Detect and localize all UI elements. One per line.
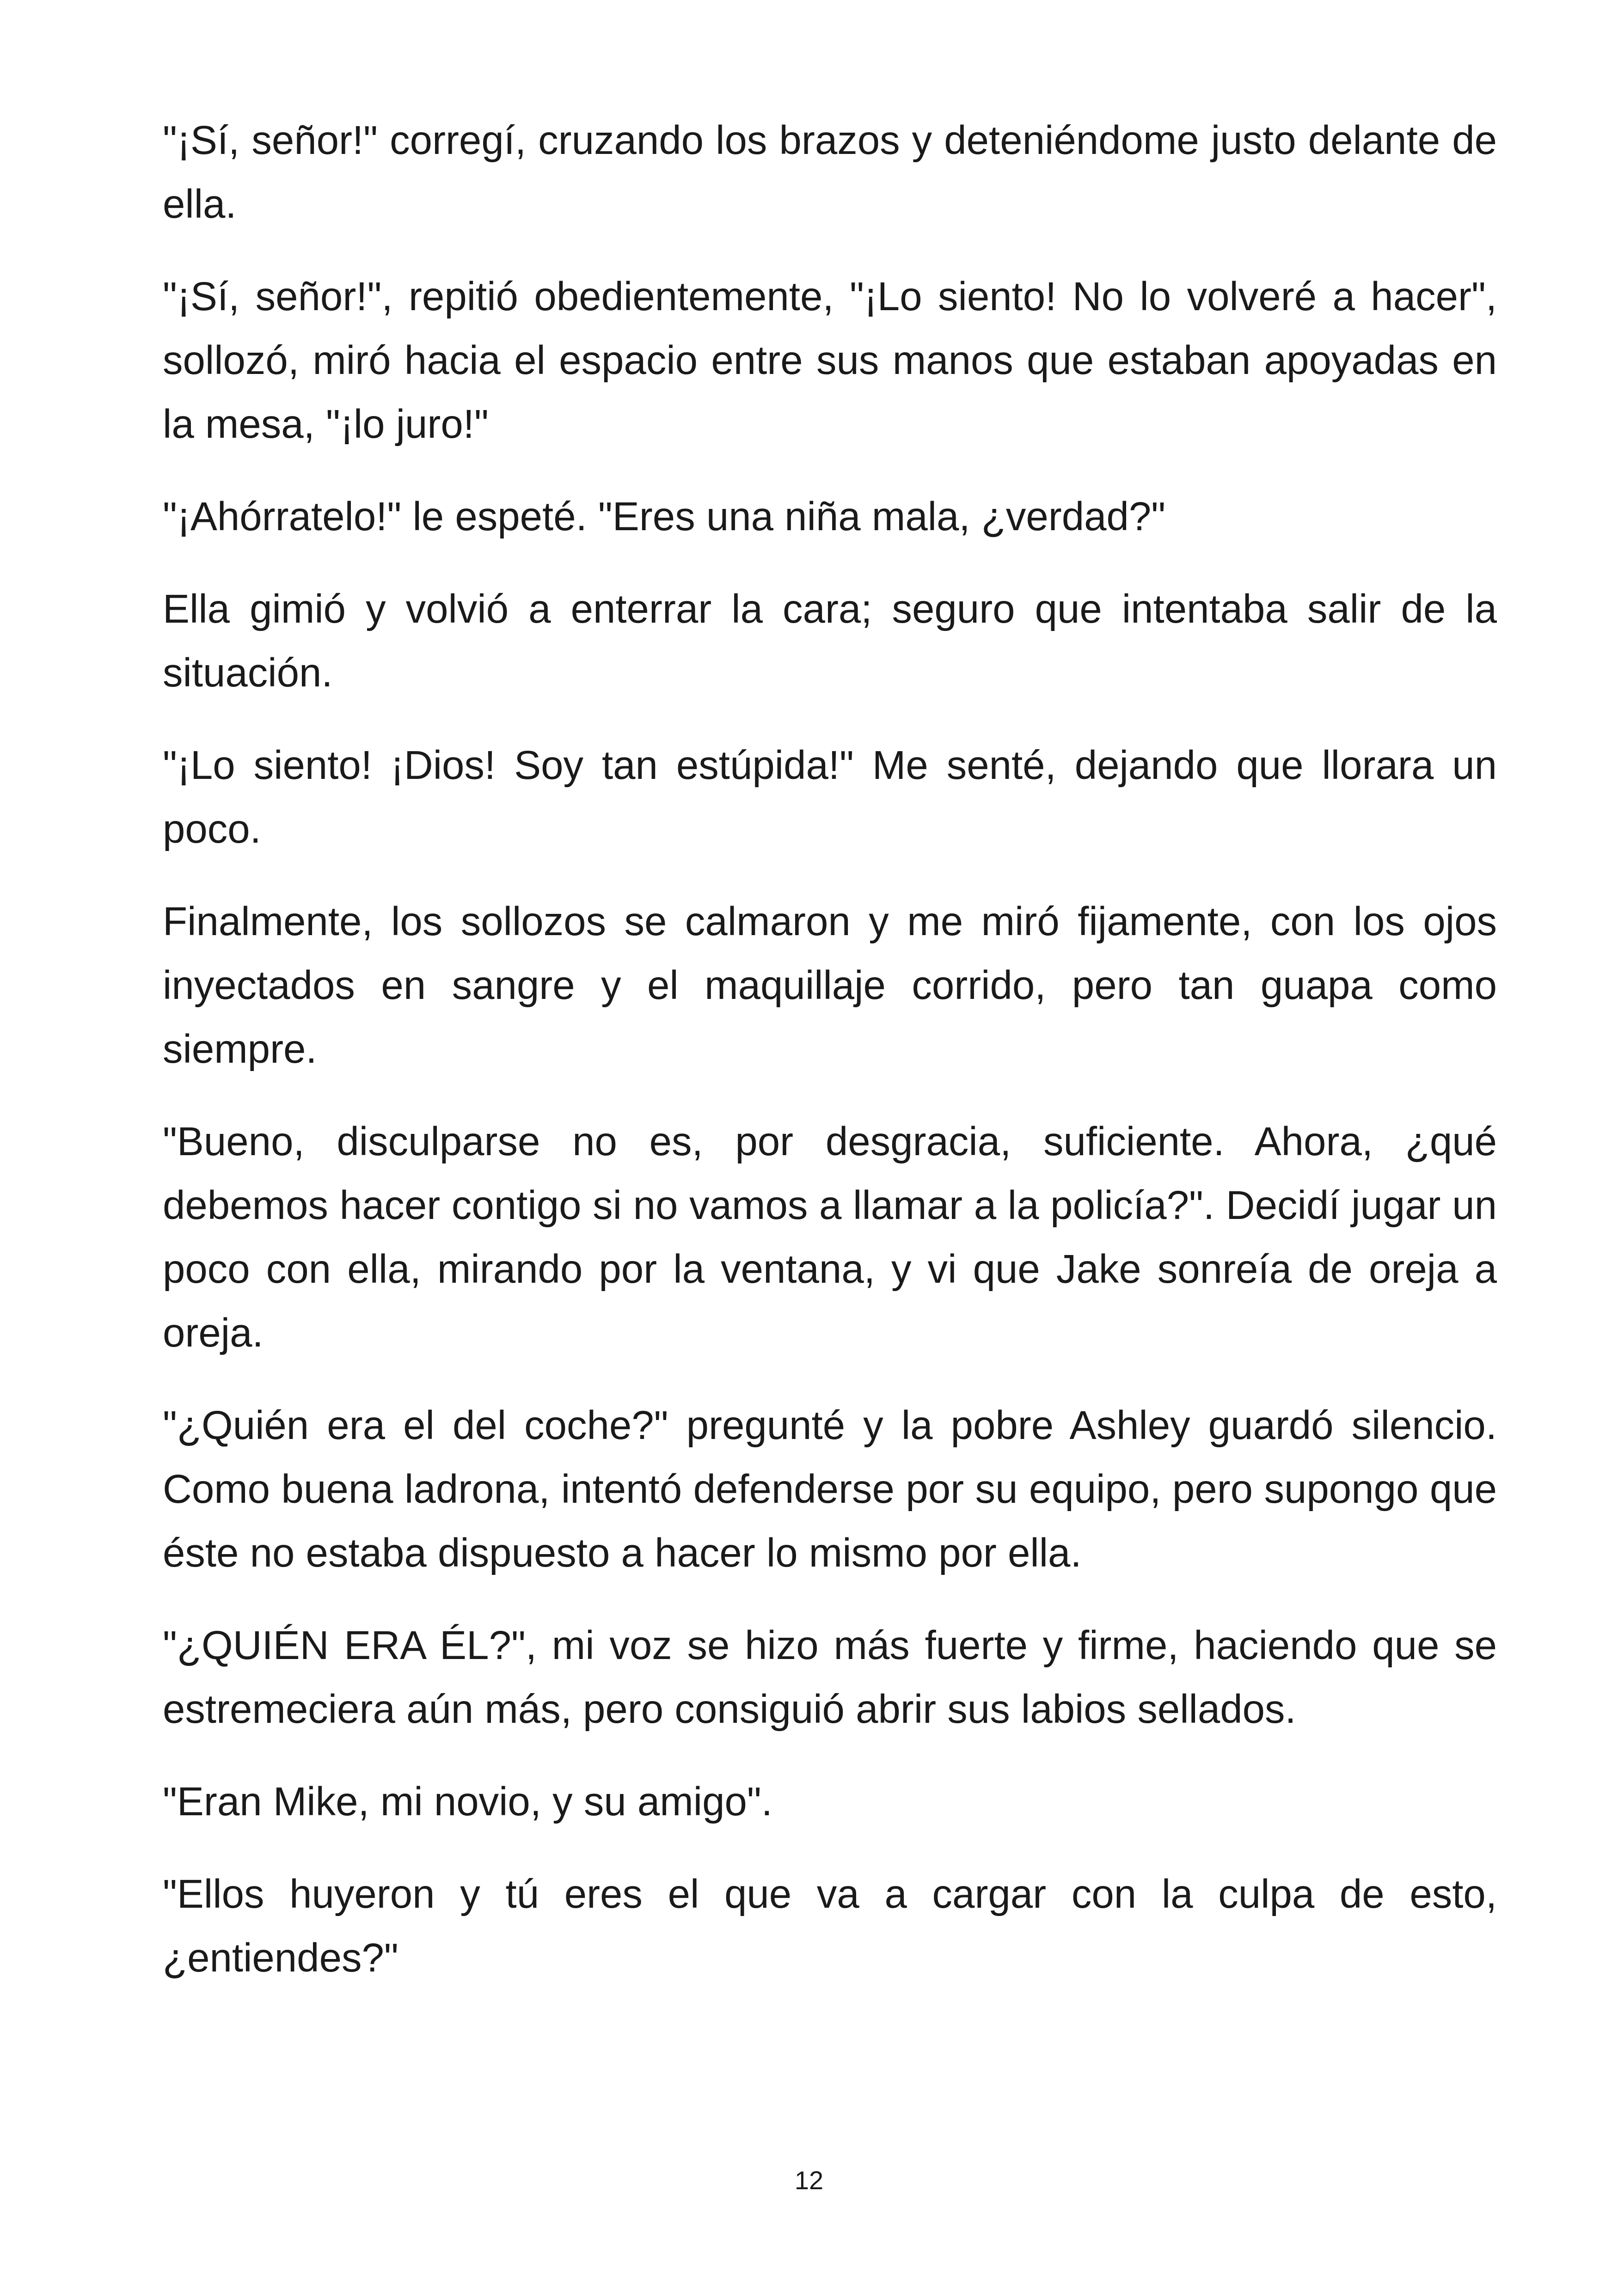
paragraph-5: "¡Lo siento! ¡Dios! Soy tan estúpida!" Me senté, dejando que llorara un poco.: [163, 743, 1497, 851]
paragraph-2: "¡Sí, señor!", repitió obedientemente, "¡Lo siento! No lo volveré a hacer", sollozó, miró hacia el espacio entre sus manos que estaban apoyadas en la mesa, "¡lo juro!": [163, 274, 1497, 447]
paragraph-1: "¡Sí, señor!" corregí, cruzando los brazos y deteniéndome justo delante de ella.: [163, 118, 1497, 227]
paragraph-8: "¿Quién era el del coche?" pregunté y la pobre Ashley guardó silencio. Como buena ladrona, intentó defenderse por su equipo, pero supongo que éste no estaba dispuesto a hacer lo mismo por ella.: [163, 1403, 1497, 1575]
paragraph-7: "Bueno, disculparse no es, por desgracia, suficiente. Ahora, ¿qué debemos hacer contigo si no vamos a llamar a la policía?". Decidí jugar un poco con ella, mirando por la ventana, y vi que Jake sonreía de oreja a oreja.: [163, 1119, 1497, 1355]
page-number: 12: [794, 2166, 824, 2195]
paragraph-3: "¡Ahórratelo!" le espeté. "Eres una niña mala, ¿verdad?": [163, 494, 1166, 539]
paragraph-4: Ella gimió y volvió a enterrar la cara; seguro que intentaba salir de la situación.: [163, 587, 1497, 695]
paragraph-10: "Eran Mike, mi novio, y su amigo".: [163, 1779, 772, 1824]
body-text: [163, 109, 1497, 2019]
paragraph-9: "¿QUIÉN ERA ÉL?", mi voz se hizo más fuerte y firme, haciendo que se estremeciera aún más, pero consiguió abrir sus labios sellados.: [163, 1623, 1497, 1732]
paragraph-6: Finalmente, los sollozos se calmaron y me miró fijamente, con los ojos inyectados en sangre y el maquillaje corrido, pero tan guapa como siempre.: [163, 899, 1497, 1071]
paragraph-11: "Ellos huyeron y tú eres el que va a cargar con la culpa de esto, ¿entiendes?": [163, 1872, 1497, 1980]
